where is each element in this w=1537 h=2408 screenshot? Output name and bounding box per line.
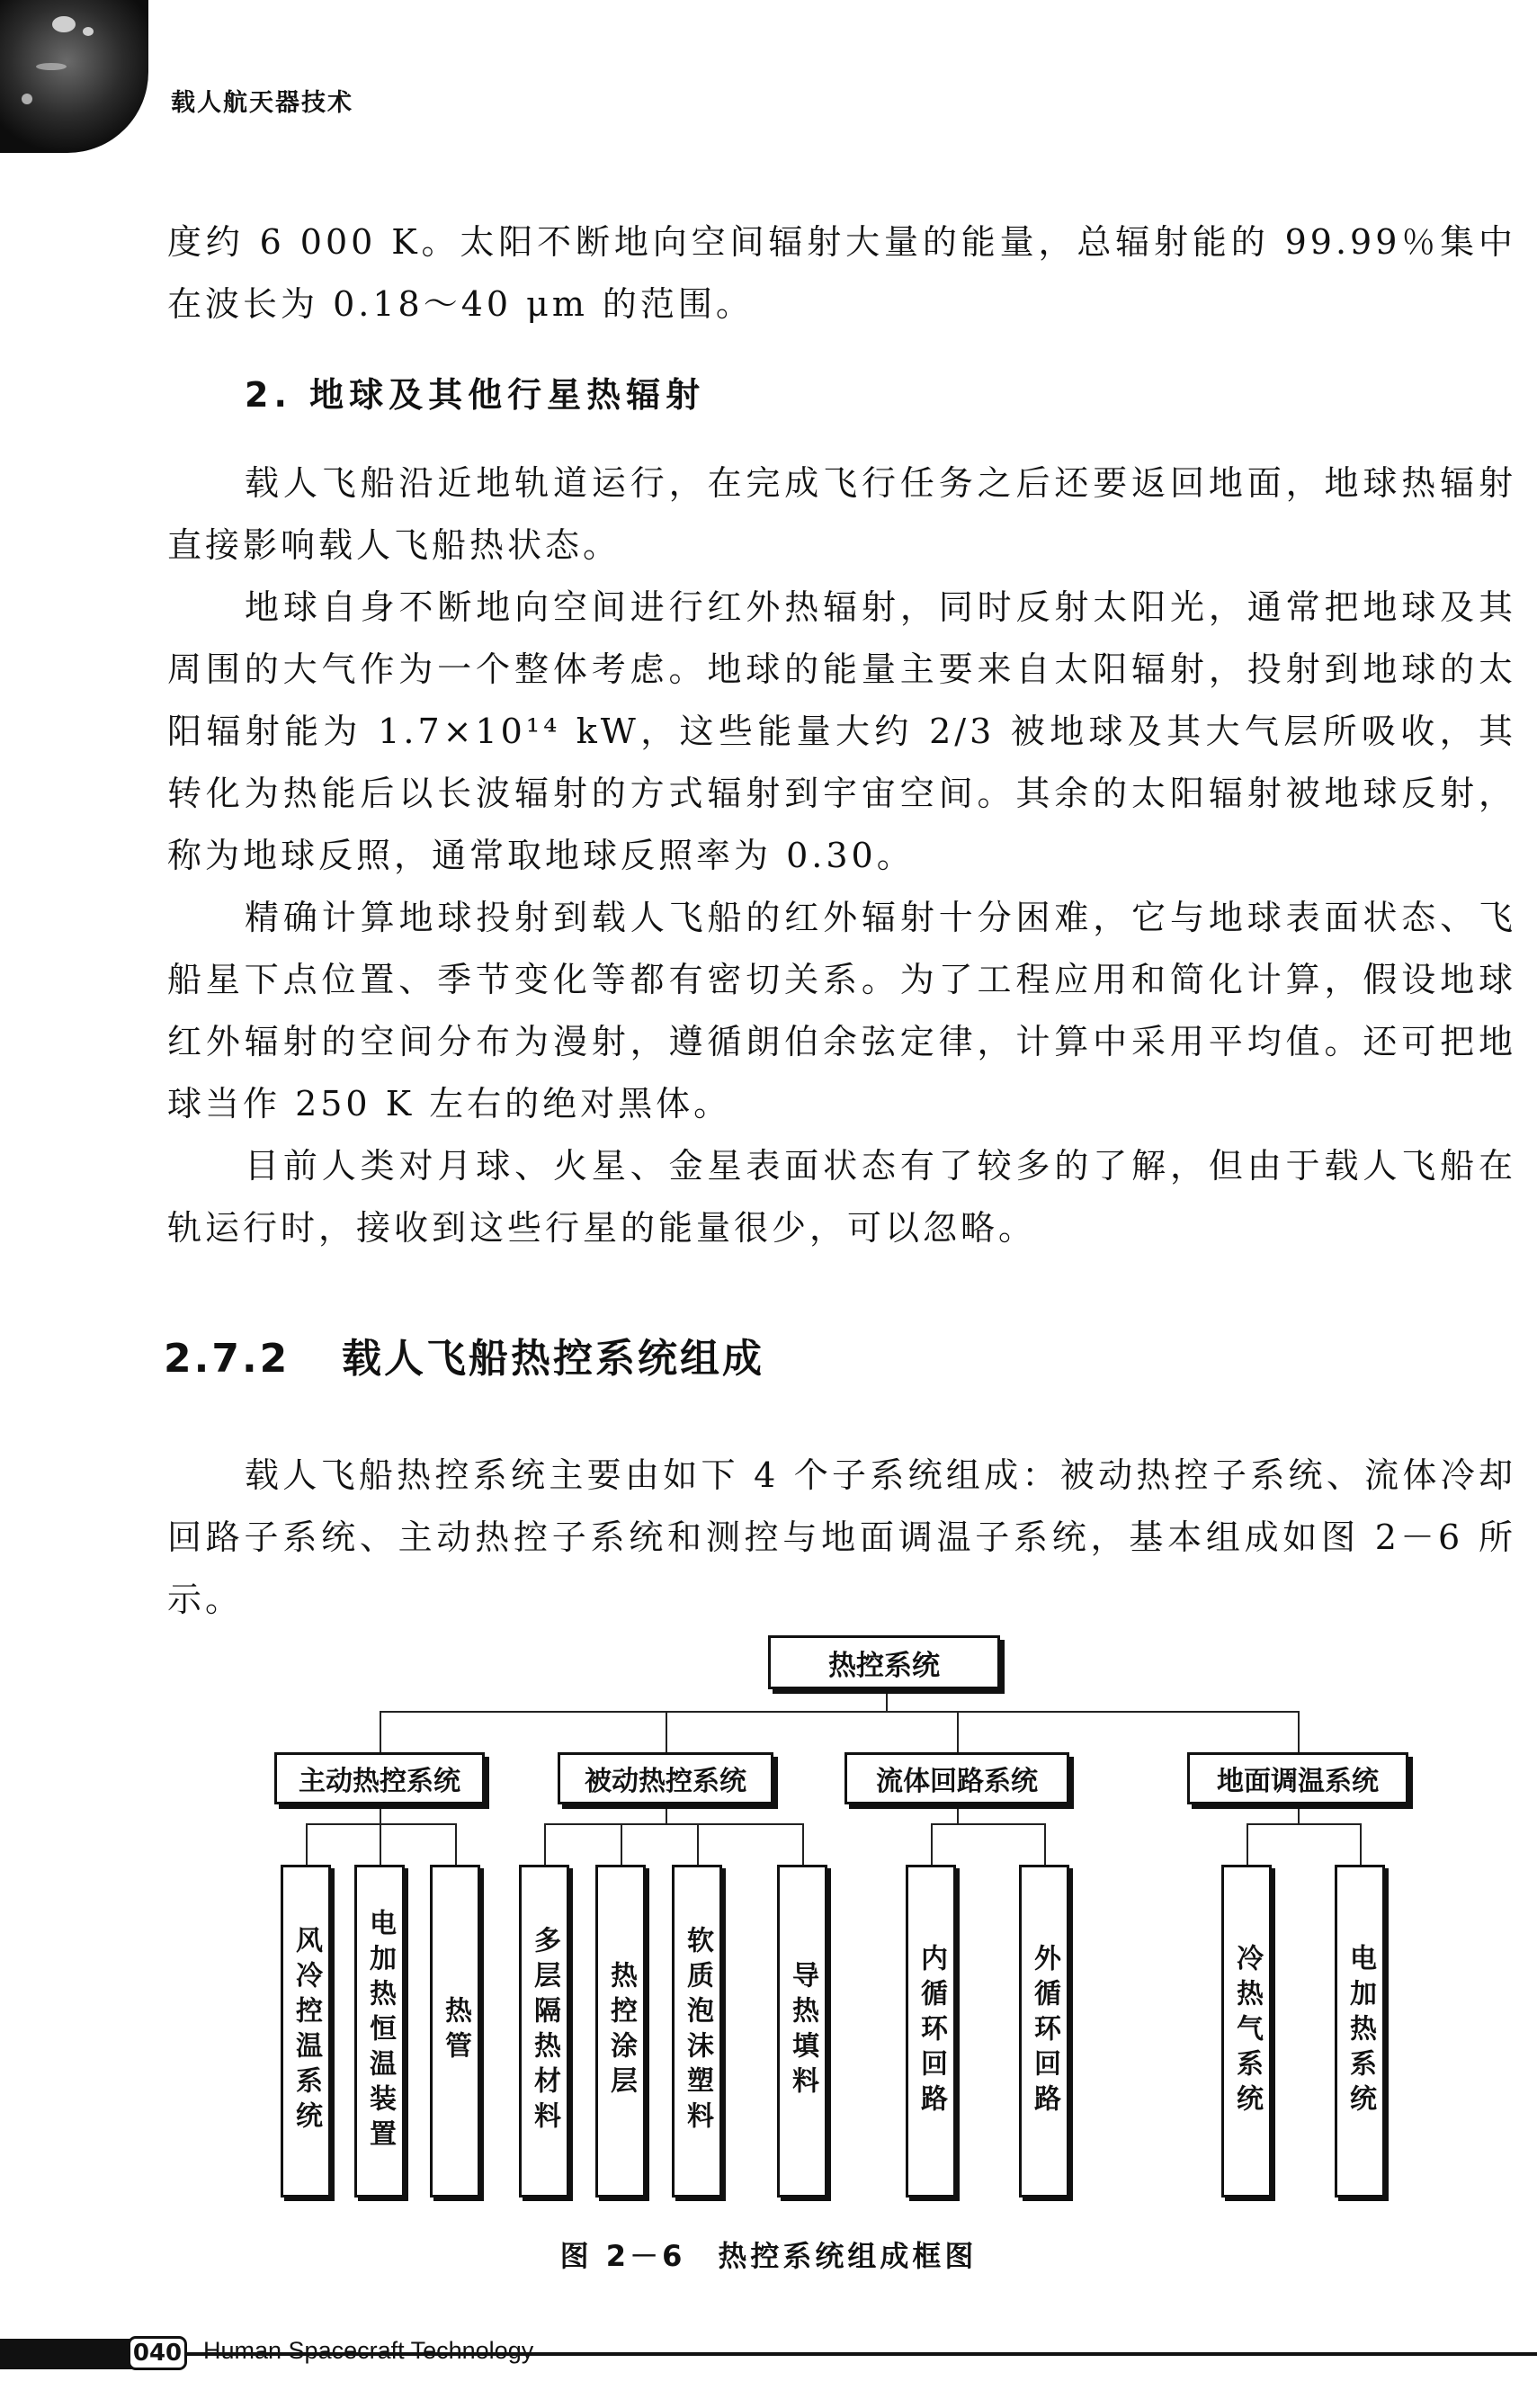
diagram-leaf-soft-foam: 软质泡沫塑料 [672, 1865, 722, 2198]
section-heading [164, 1326, 764, 1383]
diagram-group-passive: 被动热控系统 [558, 1752, 773, 1804]
diagram-leaf-air-cooling: 风冷控温系统 [281, 1865, 331, 2198]
footer-bar [0, 2339, 135, 2369]
paragraph-earth-radiation-intro: 载人飞船沿近地轨道运行，在完成飞行任务之后还要返回地面，地球热辐射直接影响载人飞船热状态。 [167, 463, 1516, 565]
diagram-leaf-thermal-coating: 热控涂层 [595, 1865, 646, 2198]
diagram-group-active: 主动热控系统 [274, 1752, 485, 1804]
paragraph-earth-infrared: 精确计算地球投射到载人飞船的红外辐射十分困难，它与地球表面状态、飞船星下点位置、季节变化等都有密切关系。为了工程应用和简化计算，假设地球红外辐射的空间分布为漫射，遵循朗伯余弦定律，计算中采用平均值。还可把地球当作 250 K 左右的绝对黑体。 [167, 898, 1516, 1123]
figure-caption: 图 2－6 热控系统组成框图 [559, 2239, 978, 2273]
diagram-leaf-heat-pipe: 热管 [430, 1865, 480, 2198]
section-number: 2.7.2 [164, 1336, 290, 1382]
subsection-heading: 2. 地球及其他行星热辐射 [245, 375, 706, 415]
diagram-leaf-multilayer-insulation: 多层隔热材料 [519, 1865, 569, 2198]
diagram-group-fluid-loop: 流体回路系统 [844, 1752, 1069, 1804]
diagram-leaf-thermal-filler: 导热填料 [777, 1865, 827, 2198]
running-header-title: 载人航天器技术 [171, 89, 353, 117]
paragraph-system-overview: 载人飞船热控系统主要由如下 4 个子系统组成：被动热控子系统、流体冷却回路子系统、主动热控子系统和测控与地面调温子系统，基本组成如图 2－6 所示。 [167, 1455, 1516, 1619]
diagram-root-box: 热控系统 [768, 1635, 1000, 1689]
diagram-group-ground: 地面调温系统 [1187, 1752, 1408, 1804]
diagram-leaf-electric-heating: 电加热系统 [1335, 1865, 1385, 2198]
page-number: 040 [128, 2336, 187, 2370]
section-title: 载人飞船热控系统组成 [342, 1336, 764, 1382]
diagram-leaf-outer-loop: 外循环回路 [1019, 1865, 1069, 2198]
book-logo [0, 0, 148, 153]
diagram-leaf-inner-loop: 内循环回路 [906, 1865, 956, 2198]
paragraph-earth-albedo: 地球自身不断地向空间进行红外热辐射，同时反射太阳光，通常把地球及其周围的大气作为一个整体考虑。地球的能量主要来自太阳辐射，投射到地球的太阳辐射能为 1.7×10¹⁴ kW，这些能量大约 2/3 被地球及其大气层所吸收，其转化为热能后以长波辐射的方式辐射到宇宙空间。其余的太阳辐射被地球反射，称为地球反照，通常取地球反照率为 0.30。 [167, 587, 1516, 875]
footer-book-title: Human Spacecraft Technology [203, 2337, 534, 2364]
paragraph-other-planets: 目前人类对月球、火星、金星表面状态有了较多的了解，但由于载人飞船在轨运行时，接收到这些行星的能量很少，可以忽略。 [167, 1146, 1516, 1248]
diagram-leaf-hot-cold-gas: 冷热气系统 [1221, 1865, 1272, 2198]
paragraph-solar-radiation: 度约 6 000 K。太阳不断地向空间辐射大量的能量，总辐射能的 99.99％集中在波长为 0.18～40 μm 的范围。 [167, 222, 1516, 324]
diagram-leaf-electric-heater: 电加热恒温装置 [354, 1865, 405, 2198]
